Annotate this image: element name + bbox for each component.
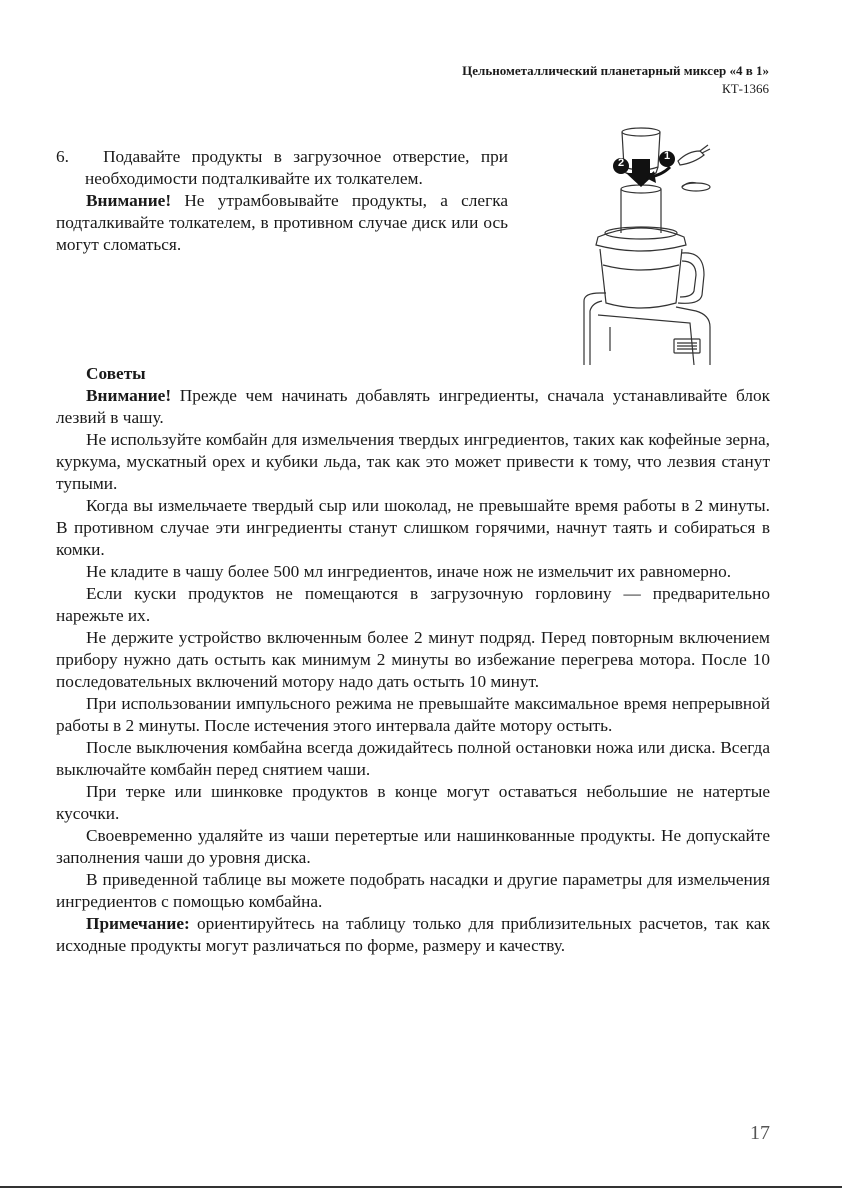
note-label: Примечание: (86, 914, 190, 933)
tips-paragraph: Не используйте комбайн для измельчения твердых ингредиентов, таких как кофейные зерна, куркума, мускатный орех и кубики льда, так как это может привести к тому, что лезвия станут тупыми. (56, 430, 770, 493)
page-number: 17 (750, 1122, 770, 1144)
page-header (462, 62, 769, 98)
warning-label: Внимание! (86, 191, 172, 210)
tips-paragraph: В приведенной таблице вы можете подобрать насадки и другие параметры для измельчения ингредиентов с помощью комбайна. (56, 870, 770, 911)
step-6-warning (56, 190, 508, 256)
intro-section (56, 146, 508, 256)
tips-note (56, 913, 770, 957)
tips-paragraph: После выключения комбайна всегда дожидайтесь полной остановки ножа или диска. Всегда выключайте комбайн перед снятием чаши. (56, 738, 770, 779)
tips-paragraph: Не кладите в чашу более 500 мл ингредиентов, иначе нож не измельчит их равномерно. (86, 562, 732, 581)
tips-paragraph: При использовании импульсного режима не превышайте максимальное время непрерывной работы в 2 минуты. После истечения этого интервала дайте мотору остыть. (56, 694, 770, 735)
tips-paragraph: При терке или шинковке продуктов в конце могут оставаться небольшие не натертые кусочки. (56, 782, 770, 823)
warning-text: Не утрамбовывайте продукты, а слегка подталкивайте толкателем, в противном случае диск или ось могут сломаться. (56, 191, 508, 254)
tips-paragraph (56, 385, 770, 429)
bottom-border (0, 1186, 842, 1188)
step-text: Подавайте продукты в загрузочное отверстие, при необходимости подталкивайте их толкателем. (85, 147, 508, 188)
step-number: 6. (56, 147, 69, 166)
step-badge-2: 2 (617, 157, 625, 169)
note-text: ориентируйтесь на таблицу только для приблизительных расчетов, так как исходные продукты могут различаться по форме, размеру и качеству. (56, 914, 770, 955)
tips-heading: Советы (86, 364, 146, 383)
header-title: Цельнометаллический планетарный миксер «4 в 1» (462, 63, 769, 78)
tips-paragraph: Не держите устройство включенным более 2 минут подряд. Перед повторным включением прибору нужно дать остыть как минимум 2 минуты во избежание перегрева мотора. После 10 последовательных включений мотору надо дать остыть 10 минут. (56, 628, 770, 691)
tips-section (56, 363, 770, 957)
step-6 (56, 146, 508, 190)
food-processor-drawing (570, 115, 730, 370)
food-processor-illustration (570, 115, 730, 370)
tips-paragraph: Если куски продуктов не помещаются в загрузочную горловину — предварительно нарежьте их. (56, 584, 770, 625)
header-model: КТ-1366 (722, 81, 769, 96)
step-badge-1: 1 (663, 150, 671, 162)
tips-paragraph: Когда вы измельчаете твердый сыр или шоколад, не превышайте время работы в 2 минуты. В противном случае эти ингредиенты станут слишком горячими, начнут таять и собираться в комки. (56, 496, 770, 559)
tips-warning-label: Внимание! (86, 386, 172, 405)
tips-warning-text: Прежде чем начинать добавлять ингредиенты, сначала устанавливайте блок лезвий в чашу. (56, 386, 770, 427)
tips-paragraph: Своевременно удаляйте из чаши перетертые или нашинкованные продукты. Не допускайте заполнения чаши до уровня диска. (56, 826, 770, 867)
